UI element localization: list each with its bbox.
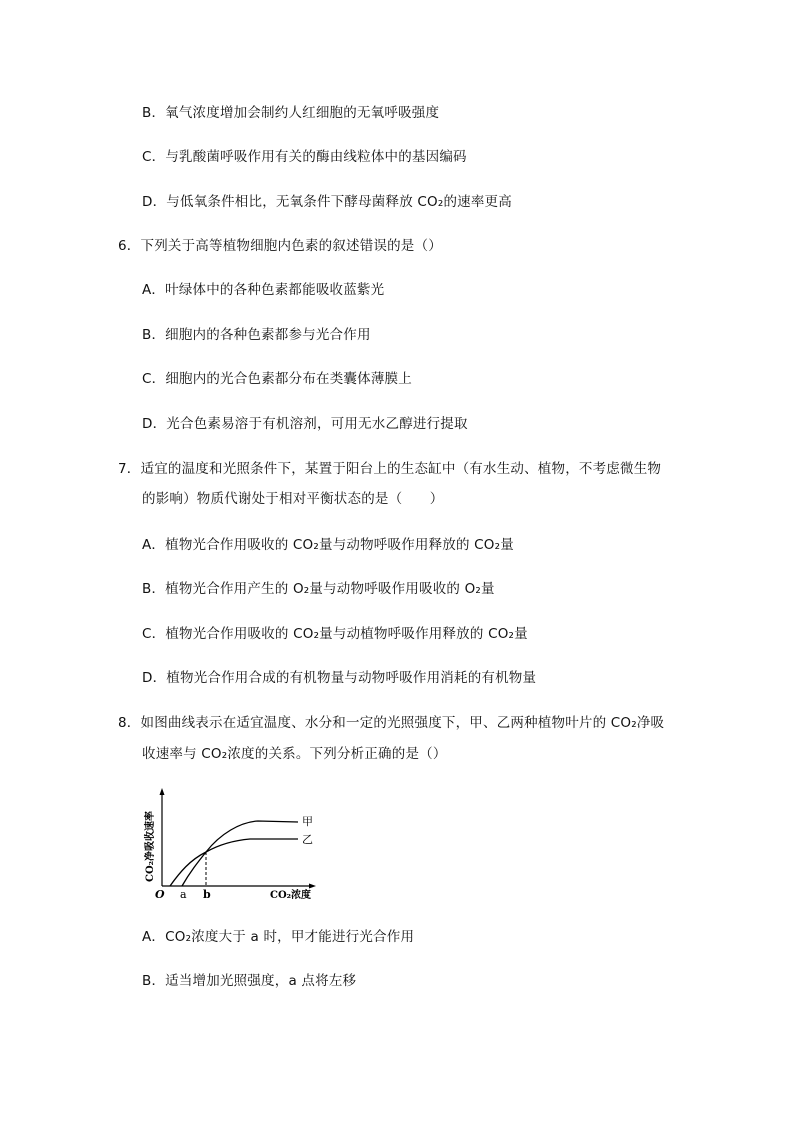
q6-option-d: D．光合色素易溶于有机溶剂，可用无水乙醇进行提取 bbox=[142, 416, 468, 432]
q5-option-d: D．与低氧条件相比，无氧条件下酵母菌释放 CO₂的速率更高 bbox=[142, 194, 512, 210]
q6-option-a: A．叶绿体中的各种色素都能吸收蓝紫光 bbox=[142, 282, 385, 298]
q8-option-b: B．适当增加光照强度，a 点将左移 bbox=[142, 973, 357, 989]
q7-stem-line1: 7．适宜的温度和光照条件下，某置于阳台上的生态缸中（有水生动、植物，不考虑微生物 bbox=[118, 461, 662, 477]
q7-option-a: A．植物光合作用吸收的 CO₂量与动物呼吸作用释放的 CO₂量 bbox=[142, 537, 514, 553]
y-axis-arrow bbox=[160, 788, 165, 795]
q6-option-c: C．细胞内的光合色素都分布在类囊体薄膜上 bbox=[142, 371, 412, 387]
q8-stem-line1: 8．如图曲线表示在适宜温度、水分和一定的光照强度下，甲、乙两种植物叶片的 CO₂净吸 bbox=[118, 715, 665, 731]
q6-stem: 6．下列关于高等植物细胞内色素的叙述错误的是（） bbox=[118, 238, 442, 254]
curve-yi bbox=[170, 839, 298, 886]
x-axis-label: CO₂浓度 bbox=[270, 890, 312, 901]
q5-option-b: B．氧气浓度增加会制约人红细胞的无氧呼吸强度 bbox=[142, 105, 440, 121]
y-axis-label: CO₂净吸收速率 bbox=[145, 810, 156, 882]
co2-absorption-diagram bbox=[140, 784, 320, 904]
q7-option-d: D．植物光合作用合成的有机物量与动物呼吸作用消耗的有机物量 bbox=[142, 670, 537, 686]
q6-option-b: B．细胞内的各种色素都参与光合作用 bbox=[142, 327, 371, 343]
x-axis-arrow bbox=[309, 884, 316, 889]
q7-stem-line2: 的影响）物质代谢处于相对平衡状态的是（ ） bbox=[142, 491, 444, 507]
q7-option-c: C．植物光合作用吸收的 CO₂量与动植物呼吸作用释放的 CO₂量 bbox=[142, 626, 528, 642]
co2-absorption-figure bbox=[140, 784, 320, 904]
origin-label: O bbox=[155, 888, 165, 901]
q5-option-c: C．与乳酸菌呼吸作用有关的酶由线粒体中的基因编码 bbox=[142, 149, 467, 165]
label-jia: 甲 bbox=[302, 815, 313, 828]
tick-b-label: b bbox=[203, 888, 211, 901]
q8-stem-line2: 收速率与 CO₂浓度的关系。下列分析正确的是（） bbox=[142, 746, 447, 762]
curve-jia bbox=[182, 821, 298, 886]
tick-a-label: a bbox=[180, 888, 187, 901]
q7-option-b: B．植物光合作用产生的 O₂量与动物呼吸作用吸收的 O₂量 bbox=[142, 581, 495, 597]
label-yi: 乙 bbox=[302, 833, 313, 846]
q8-option-a: A．CO₂浓度大于 a 时，甲才能进行光合作用 bbox=[142, 929, 415, 945]
